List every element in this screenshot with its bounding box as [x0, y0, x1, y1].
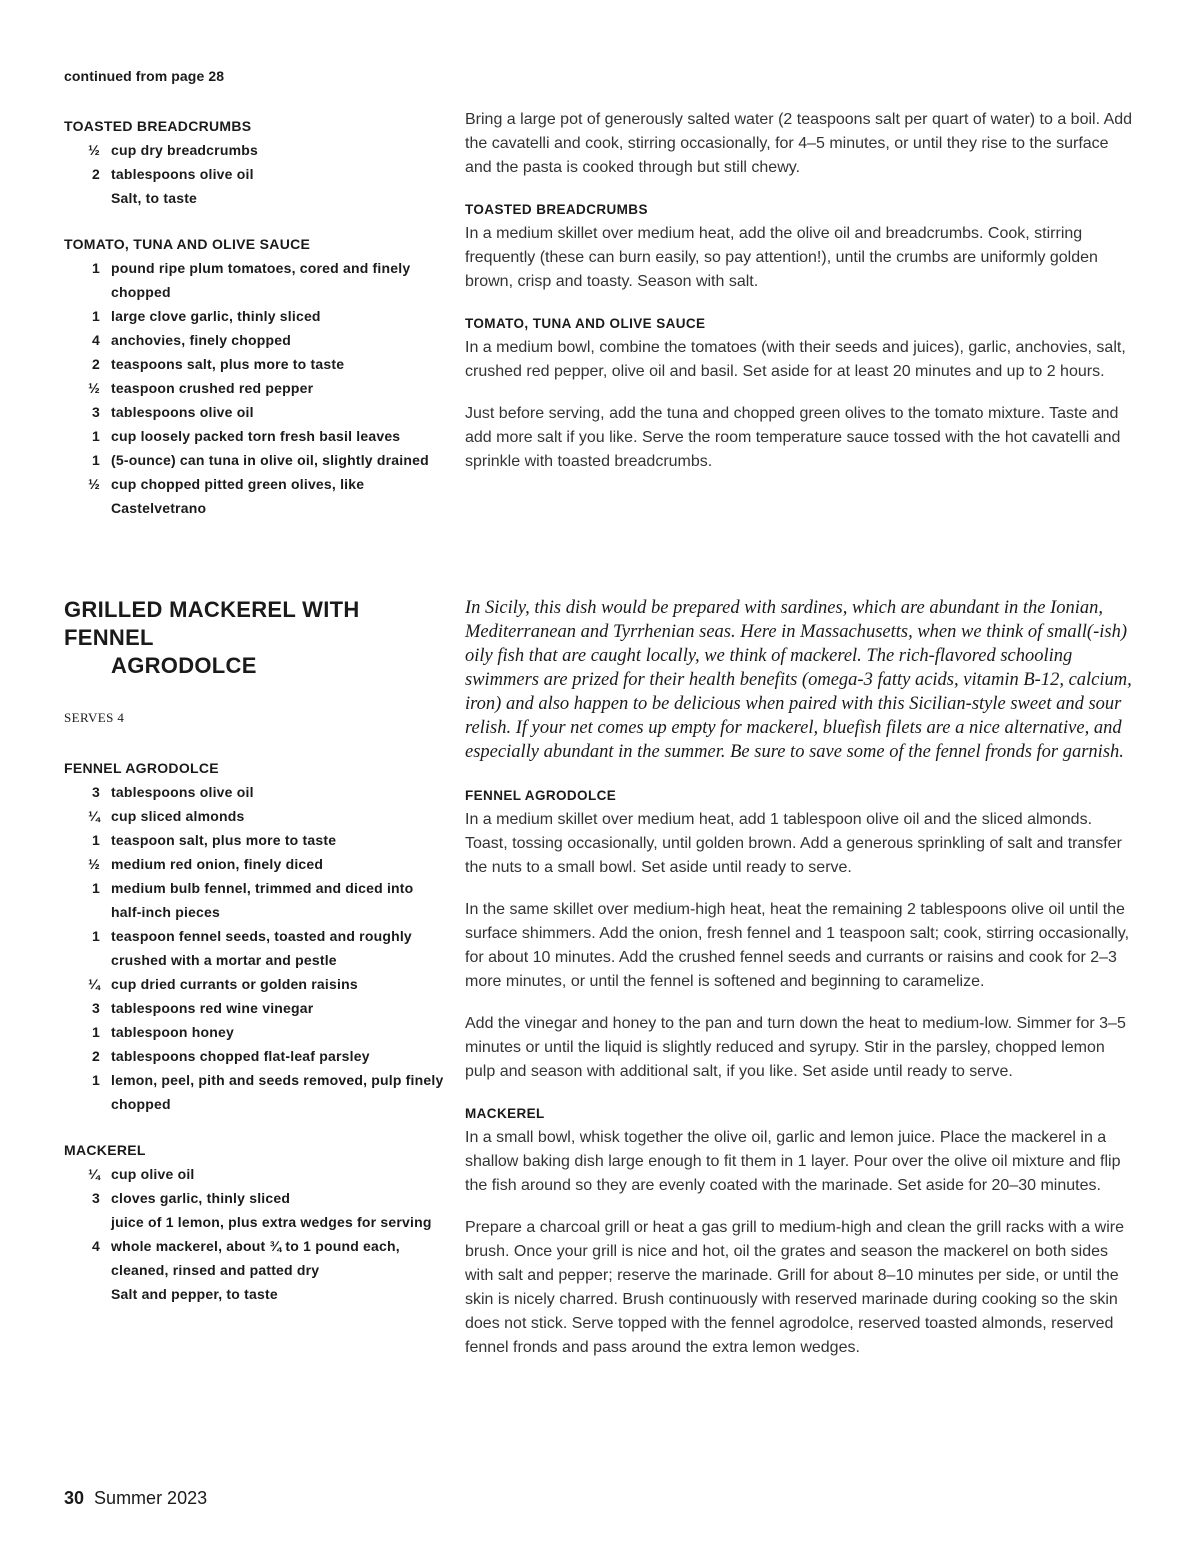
- ingredient-item: ½ teaspoon crushed red pepper: [88, 380, 314, 396]
- ingredient-item: 3 tablespoons olive oil: [92, 404, 254, 420]
- direction-paragraph: In a medium bowl, combine the tomatoes (with their seeds and juices), garlic, anchovies, salt, crushed red pepper, olive oil and basil. Set aside for at least 20 minutes and up to 2 hours.: [465, 339, 1126, 380]
- ingredient-item: 1 tablespoon honey: [92, 1024, 234, 1040]
- ingredient-item: juice of 1 lemon, plus extra wedges for serving: [111, 1214, 432, 1230]
- direction-paragraph: Prepare a charcoal grill or heat a gas grill to medium-high and clean the grill racks with a wire brush. Once your grill is nice and hot, oil the grates and season the mackerel on both sides with salt and pepper; reserve the marinade. Grill for about 8–10 minutes per side, or until the skin is nicely charred. Brush continuously with reserved marinade during cooking so the skin does not stick. Serve topped with the fennel agrodolce, reserved toasted almonds, reserved fennel fronds and pass around the extra lemon wedges.: [465, 1219, 1124, 1356]
- ingredient-item: 4 whole mackerel, about ¾ to 1 pound each, cleaned, rinsed and patted dry: [92, 1238, 400, 1278]
- ingredient-item: 4 anchovies, finely chopped: [92, 332, 292, 348]
- ingredient-item: Salt, to taste: [111, 190, 198, 206]
- ingredient-item: 2 tablespoons olive oil: [92, 166, 254, 182]
- continued-note: continued from page 28: [64, 68, 225, 84]
- recipe-title: [64, 596, 444, 680]
- direction-paragraph: In the same skillet over medium-high heat, heat the remaining 2 tablespoons olive oil until the surface shimmers. Add the onion, fresh fennel and 1 teaspoon salt; cook, stirring occasionally, for about 10 minutes. Add the crushed fennel seeds and currants or raisins and cook for 2–3 more minutes, or until the fennel is softened and beginning to caramelize.: [465, 901, 1130, 990]
- recipe-title-line2: AGRODOLCE: [111, 653, 257, 678]
- ingredient-item: ½ medium red onion, finely diced: [88, 856, 324, 872]
- serves-label: SERVES 4: [64, 710, 125, 725]
- ingredient-item: 3 cloves garlic, thinly sliced: [92, 1190, 291, 1206]
- recipe2-ingredients: [64, 596, 444, 1306]
- ingredient-heading: TOMATO, TUNA AND OLIVE SAUCE: [64, 236, 311, 252]
- ingredient-item: Salt and pepper, to taste: [111, 1286, 278, 1302]
- ingredient-item: 1 pound ripe plum tomatoes, cored and finely chopped: [92, 260, 411, 300]
- ingredient-item: 1 medium bulb fennel, trimmed and diced into half-inch pieces: [92, 880, 414, 920]
- ingredient-item: 3 tablespoons red wine vinegar: [92, 1000, 314, 1016]
- recipe2-directions: [465, 596, 1137, 1378]
- direction-paragraph: Add the vinegar and honey to the pan and turn down the heat to medium-low. Simmer for 3–5 minutes or until the liquid is slightly reduced and syrupy. Stir in the parsley, chopped lemon pulp and season with additional salt, if you like. Set aside until ready to serve.: [465, 1015, 1126, 1080]
- direction-heading: TOMATO, TUNA AND OLIVE SAUCE: [465, 316, 706, 331]
- page-number: 30: [64, 1488, 85, 1508]
- direction-paragraph: In a medium skillet over medium heat, add 1 tablespoon olive oil and the sliced almonds. Toast, tossing occasionally, until golden brown. Add a generous sprinkling of salt and transfer the nuts to a small bowl. Set aside until ready to serve.: [465, 811, 1122, 876]
- ingredient-item: 3 tablespoons olive oil: [92, 784, 254, 800]
- ingredient-heading: FENNEL AGRODOLCE: [64, 760, 219, 776]
- ingredient-item: ¼ cup olive oil: [88, 1166, 195, 1182]
- direction-heading: FENNEL AGRODOLCE: [465, 788, 617, 803]
- direction-paragraph: In a small bowl, whisk together the olive oil, garlic and lemon juice. Place the mackerel in a shallow baking dish large enough to fit them in 1 layer. Pour over the olive oil mixture and flip the fish around so they are evenly coated with the marinade. Set aside for 20–30 minutes.: [465, 1129, 1121, 1194]
- page-footer: [64, 1488, 207, 1509]
- direction-paragraph: Bring a large pot of generously salted water (2 teaspoons salt per quart of water) to a boil. Add the cavatelli and cook, stirring occasionally, for 4–5 minutes, or until they rise to the surface and the pasta is cooked through but still chewy.: [465, 111, 1133, 176]
- ingredient-item: ½ cup chopped pitted green olives, like Castelvetrano: [88, 476, 365, 516]
- recipe-title-line1: GRILLED MACKEREL WITH FENNEL: [64, 597, 360, 650]
- ingredient-item: 2 tablespoons chopped flat-leaf parsley: [92, 1048, 370, 1064]
- direction-heading: TOASTED BREADCRUMBS: [465, 202, 648, 217]
- issue-label: Summer 2023: [94, 1488, 208, 1508]
- ingredient-heading: TOASTED BREADCRUMBS: [64, 118, 252, 134]
- ingredient-item: 1 (5-ounce) can tuna in olive oil, slightly drained: [92, 452, 429, 468]
- ingredient-item: 1 large clove garlic, thinly sliced: [92, 308, 321, 324]
- direction-heading: MACKEREL: [465, 1106, 545, 1121]
- ingredient-item: 1 teaspoon salt, plus more to taste: [92, 832, 337, 848]
- ingredient-heading: MACKEREL: [64, 1142, 146, 1158]
- ingredient-item: ¼ cup dried currants or golden raisins: [88, 976, 358, 992]
- ingredient-item: 2 teaspoons salt, plus more to taste: [92, 356, 345, 372]
- ingredient-item: ½ cup dry breadcrumbs: [88, 142, 258, 158]
- recipe-intro: In Sicily, this dish would be prepared with sardines, which are abundant in the Ionian, Mediterranean and Tyrrhenian seas. Here in Massachusetts, when we think of small(-ish) oily fish that are caught locally, we think of mackerel. The rich-flavored schooling swimmers are prized for their health benefits (omega-3 fatty acids, vitamin B-12, calcium, iron) and also happen to be delicious when paired with this Sicilian-style sweet and sour relish. If your net comes up empty for mackerel, bluefish filets are a nice alternative, and especially abundant in the summer. Be sure to save some of the fennel fronds for garnish.: [465, 598, 1132, 762]
- ingredient-item: 1 lemon, peel, pith and seeds removed, pulp finely chopped: [92, 1072, 444, 1112]
- recipe1-ingredients: [64, 114, 444, 520]
- ingredient-item: 1 cup loosely packed torn fresh basil leaves: [92, 428, 401, 444]
- direction-paragraph: In a medium skillet over medium heat, add the olive oil and breadcrumbs. Cook, stirring frequently (these can burn easily, so pay attention!), until the crumbs are uniformly golden brown, crisp and toasty. Season with salt.: [465, 225, 1098, 290]
- recipe1-directions: [465, 108, 1137, 492]
- ingredient-item: ¼ cup sliced almonds: [88, 808, 245, 824]
- direction-paragraph: Just before serving, add the tuna and chopped green olives to the tomato mixture. Taste and add more salt if you like. Serve the room temperature sauce tossed with the hot cavatelli and sprinkle with toasted breadcrumbs.: [465, 405, 1121, 470]
- ingredient-item: 1 teaspoon fennel seeds, toasted and roughly crushed with a mortar and pestle: [92, 928, 412, 968]
